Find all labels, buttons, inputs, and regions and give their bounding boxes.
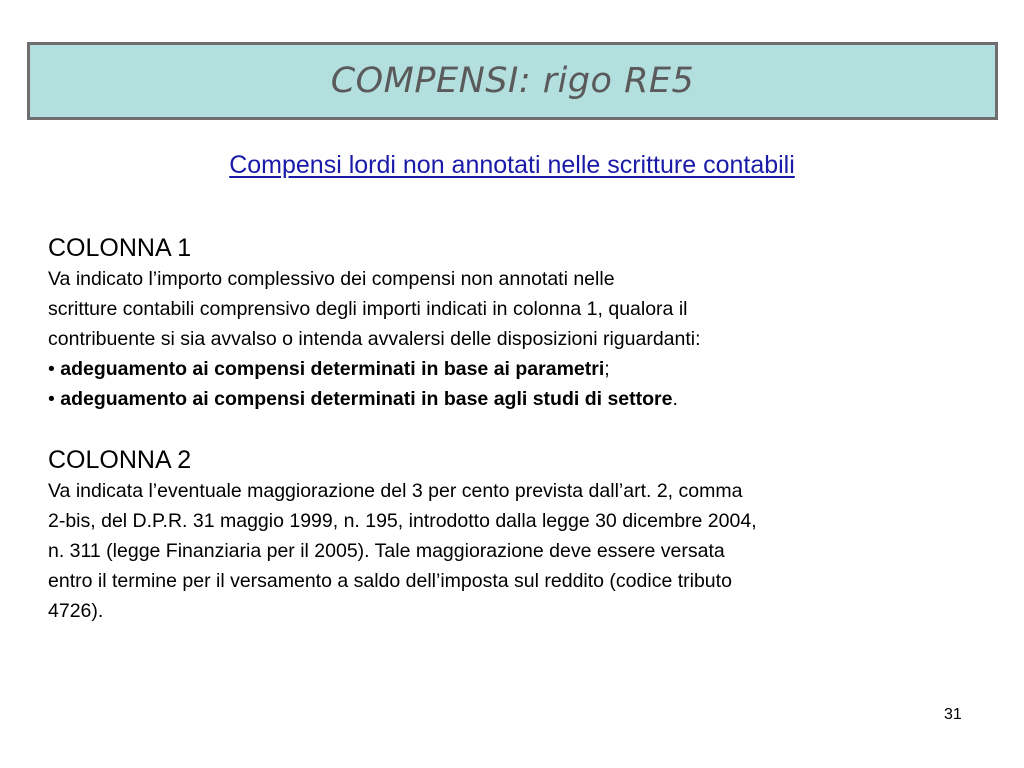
colonna-2-line: entro il termine per il versamento a saldo dell’imposta sul reddito (codice tributo (48, 570, 732, 592)
bullet-marker: • (48, 388, 55, 410)
colonna-2-heading: COLONNA 2 (48, 446, 192, 474)
title-box (27, 42, 998, 120)
bullet-tail: ; (604, 358, 610, 380)
bullet-item (48, 384, 988, 414)
colonna-2-line: Va indicata l’eventuale maggiorazione del 3 per cento prevista dall’art. 2, comma (48, 480, 743, 502)
bullet-tail: . (672, 388, 678, 410)
colonna-1-line: contribuente si sia avvalso o intenda avvalersi delle disposizioni riguardanti: (48, 328, 701, 350)
colonna-2-line: n. 311 (legge Finanziaria per il 2005). Tale maggiorazione deve essere versata (48, 540, 725, 562)
section-spacer (48, 414, 988, 444)
bullet-marker: • (48, 358, 55, 380)
colonna-1-line: Va indicato l’importo complessivo dei compensi non annotati nelle (48, 268, 615, 290)
colonna-1-line: scritture contabili comprensivo degli importi indicati in colonna 1, qualora il (48, 298, 688, 320)
colonna-2-line: 4726). (48, 600, 104, 622)
slide-subtitle: Compensi lordi non annotati nelle scritture contabili (229, 151, 795, 179)
slide-title: COMPENSI: rigo RE5 (330, 61, 695, 101)
colonna-1-heading: COLONNA 1 (48, 234, 192, 262)
bullet-bold-text: adeguamento ai compensi determinati in base agli studi di settore (60, 388, 673, 410)
colonna-2-line: 2-bis, del D.P.R. 31 maggio 1999, n. 195, introdotto dalla legge 30 dicembre 2004, (48, 510, 757, 532)
slide-body (48, 232, 988, 626)
bullet-bold-text: adeguamento ai compensi determinati in base ai parametri (60, 358, 605, 380)
page-number: 31 (944, 706, 962, 723)
bullet-item (48, 354, 988, 384)
